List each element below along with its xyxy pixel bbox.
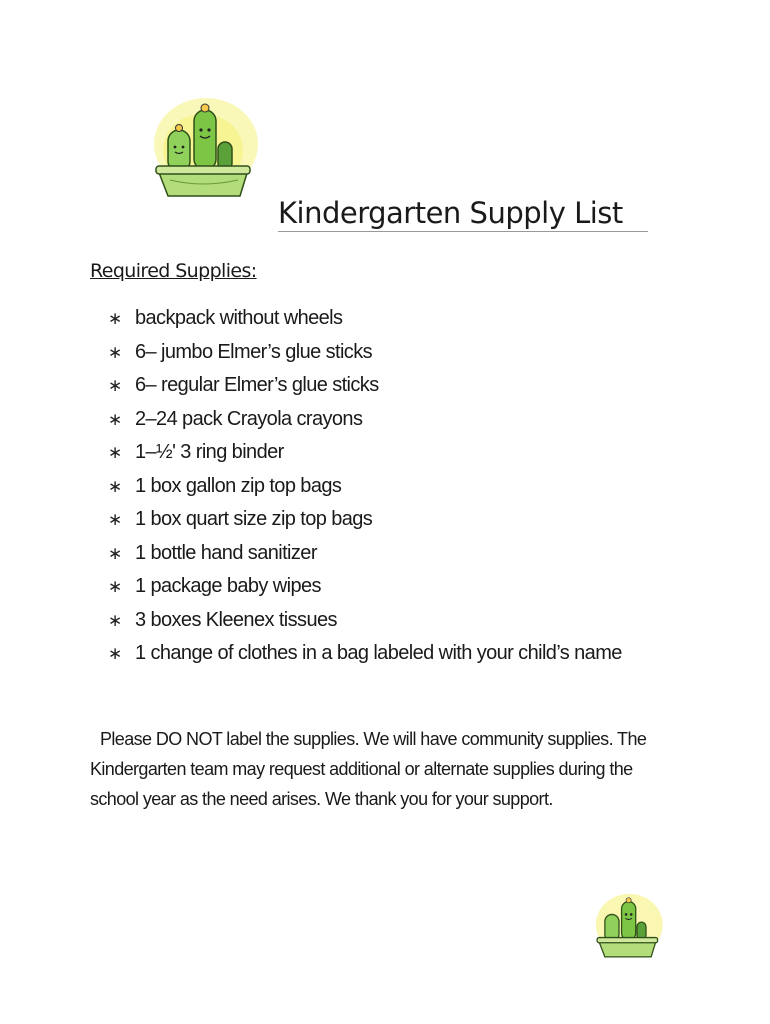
list-item-text: 2–24 pack Crayola crayons: [135, 407, 363, 430]
page-title: Kindergarten Supply List: [278, 195, 648, 232]
list-item: [108, 570, 622, 604]
list-item: [108, 537, 622, 571]
list-item: [108, 403, 622, 437]
bullet-icon: ∗: [108, 376, 122, 395]
list-item: [108, 336, 622, 370]
list-item-text: 3 boxes Kleenex tissues: [135, 608, 337, 631]
bullet-icon: ∗: [108, 644, 122, 663]
list-item-text: 6– regular Elmer’s glue sticks: [135, 374, 379, 396]
list-item: [108, 470, 622, 504]
cactus-pot-icon: [148, 92, 260, 204]
list-item: [108, 369, 622, 403]
bullet-icon: ∗: [108, 577, 122, 596]
bullet-icon: ∗: [108, 543, 122, 563]
list-item-text: 1 box gallon zip top bags: [135, 474, 342, 497]
bullet-icon: ∗: [108, 443, 122, 462]
list-item-text: 6– jumbo Elmer’s glue sticks: [135, 340, 373, 363]
list-item-text: 1 bottle hand sanitizer: [135, 541, 317, 564]
list-item: [108, 436, 622, 470]
bullet-icon: ∗: [108, 409, 122, 429]
list-item-text: 1 box quart size zip top bags: [135, 508, 373, 530]
cactus-pot-icon: [592, 890, 664, 962]
supply-list: [108, 302, 622, 671]
section-heading: Required Supplies:: [90, 260, 257, 282]
bullet-icon: ∗: [108, 309, 122, 328]
list-item: [108, 604, 622, 638]
list-item-text: 1 change of clothes in a bag labeled with your child’s name: [135, 642, 622, 664]
bullet-icon: ∗: [108, 510, 122, 529]
list-item-text: 1 package baby wipes: [135, 575, 321, 597]
bullet-icon: ∗: [108, 610, 122, 630]
list-item: [108, 302, 622, 336]
bullet-icon: ∗: [108, 476, 122, 496]
list-item: [108, 637, 622, 671]
note-text: Please DO NOT label the supplies. We will have community supplies. The Kindergarten team may request additional or alternate supplies during the school year as the need arises. We thank you for your support.: [90, 729, 647, 809]
list-item-text: backpack without wheels: [135, 307, 343, 329]
list-item: [108, 503, 622, 537]
note-paragraph: [90, 724, 680, 814]
list-item-text: 1–½' 3 ring binder: [135, 441, 284, 463]
bullet-icon: ∗: [108, 342, 122, 362]
